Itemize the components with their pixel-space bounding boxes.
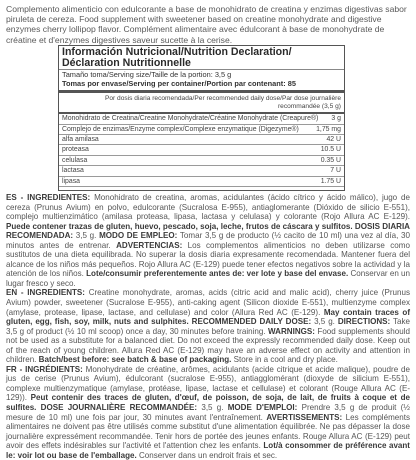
text: Creatine monohydrate, aromas, acids (citric acid and malic acid), cherry juice (Prunus Avium) powder, sweetener (Sucralose E-955), anti-caking agent (Silicon dioxide E-551), multienzyme complex (amylase, protease, lipase, lactase, and cellulase) and color (Allura Red AC (E-129). (6, 288, 410, 317)
intro-fr: Complément alimentaire avec édulcorant à base de monohydrate de créatine et d'enzymes digestives saveur sucette à la cerise. (6, 24, 385, 45)
text: Store in a cool and dry place. (233, 355, 338, 365)
nutrient-row (59, 166, 344, 176)
servings-per-container: Tomas por envase/Serving per container/Portion par contenant: 85 (62, 78, 296, 88)
nutrient-row (59, 135, 344, 145)
text: Tomar 3,5 g de producto (½ cacito de 10 ml) una vez al día, 30 minutos antes de entrenar. (6, 231, 410, 250)
label-heading: WARNINGS: (268, 326, 315, 336)
nutrient-value: 0.35 U (320, 156, 341, 164)
text: Conservar en un lugar fresco y seco. (6, 269, 410, 288)
text: Food supplements should not be used as a substitute for a balanced diet. Do not exceed the expressly recommended daily dose. Keep out of the reach of young children. Allura Red AC (E-129) may have an adverse effect on activity and attention in children. (6, 326, 410, 365)
panel-title-line-2: Déclaration Nutritionnelle (62, 57, 191, 70)
nutrient-label: alfa amilasa (62, 136, 99, 144)
nutrient-value: 1,75 mg (316, 125, 341, 133)
label-body-text (6, 193, 410, 460)
nutrient-label: lactasa (62, 167, 84, 175)
label-heading: DOSE JOURNALIÈRE RECOMMANDÉE: (40, 403, 198, 413)
intro-text (6, 4, 410, 45)
nutrient-row (59, 177, 344, 187)
text: 3,5 g. (201, 403, 224, 413)
allergen-notice: Puede contener trazas de gluten, huevo, pescado, soja, leche, frutos de cáscara y sulfitos. (6, 221, 353, 231)
panel-title (59, 46, 344, 69)
allergen-notice: May contain traces of gluten, egg, fish, soy, milk, nuts and sulphites. RECOMMENDED DAILY DOSE: (6, 307, 410, 327)
nutrient-row (59, 156, 344, 166)
nutrient-label: lipasa (62, 177, 81, 185)
intro-es: Complemento alimenticio con edulcorante a base de monohidrato de creatina y enzimas digestivas sabor piruleta de cereza. (6, 4, 407, 25)
nutrient-value: 7 U (330, 167, 341, 175)
panel-title-line-1: Información Nutricional/Nutrition Declaration/ (62, 46, 292, 58)
divider (59, 90, 344, 93)
nutrient-label: Complejo de enzimas/Enzyme complex/Complexe enzymatique (Digezyme®) (62, 125, 299, 133)
allergen-notice: Peut contenir des traces de gluten, d'œuf, de poisson, de soja, de lait, de fruits à coque et de sulfites. (6, 393, 410, 413)
nutrient-value: 1.75 U (320, 177, 341, 185)
text: 3,5 g. (314, 317, 335, 327)
text: Monohidrato de creatina, aromas, acidulantes (ácido cítrico y ácido málico), jugo de cereza (Prunus Avium) en polvo, edulcorante (Sucralosa E-955), antiaglomerante (Dióxido de silicio E-551), complejo multienzimático (amilasa proteasa, lipasa, lactasa y celulasa) y colorante (Rojo Allura AC E-129). (6, 193, 410, 222)
intro-en: Food supplement with sweetener based on creatine monohydrate and digestive enzymes cherry lollipop flavor. (6, 14, 382, 35)
label-heading: DOSIS DIARIA RECOMENDADA: (6, 221, 410, 241)
paragraph-en (6, 288, 410, 364)
label-heading: MODE D'EMPLOI: (227, 403, 298, 413)
batch-notice: Batch/best before: see batch & base of packaging. (38, 355, 232, 365)
text: Los complementos alimenticios no deben utilizarse como sustitutos de una dieta equilibrada. No superar la dosis diaria expresamente recomendada. Mantener fuera del alcance de los niños más pequeños. Rojo Allura AC (E-129) puede tener efectos negativos sobre la actividad y la atención de los niños. (6, 240, 410, 279)
nutrient-label: celulasa (62, 156, 88, 164)
nutrient-value: 3 g (331, 115, 341, 123)
per-dose-header: Por dosis diaria recomendada/Per recommended daily dose/Par dose journalière recommandée (3,5 g) (104, 95, 341, 111)
paragraph-es (6, 193, 410, 288)
nutrition-panel (58, 45, 345, 191)
nutrient-row (59, 125, 344, 135)
heading-es: ES - INGREDIENTES: (6, 193, 91, 202)
nutrient-row (59, 145, 344, 155)
text: 3,5 g. (75, 231, 97, 241)
text: Les compléments alimentaires ne doivent pas être utilisés comme substitut d'une alimentation équilibrée. Ne pas dépasser la dose journalière expressément recommandée. Tenir hors de portée des jeunes enfants. Rouge Allura AC (E-129) peut avoir des effets indésirables sur l'activité et l'attention chez les enfants. (6, 412, 410, 451)
batch-notice: Lote/consumir preferentemente antes de: ver lote y base del envase. (86, 269, 349, 279)
text: Monohydrate de créatine, arômes, acidulants (acide citrique et acide malique), poudre de jus de cerise (Prunus Avium), édulcorant (sucralose E-955), antiagglomérant (dioxyde de silicium E-551), complexe multienzymatique (amylase, protéase, lipase, lactase et cellulase) et colorant (Rouge Allura AC (E-129)). (6, 364, 410, 403)
label-heading: ADVERTENCIAS: (116, 240, 183, 250)
nutrient-value: 10.5 U (320, 146, 341, 154)
nutrient-label: proteasa (62, 146, 89, 154)
nutrient-rows (59, 114, 344, 187)
heading-fr: FR - INGRÉDIENTS: (6, 364, 83, 374)
label-heading: MODO DE EMPLEO: (99, 231, 178, 241)
serving-info (59, 70, 344, 88)
text: Take 3,5 g of product (½ 10 ml scoop) once a day, 30 minutes before training. (6, 317, 410, 336)
nutrient-label: Monohidrato de Creatina/Creatine Monohydrate/Créatine Monohydrate (Creapure®) (62, 115, 319, 123)
nutrient-value: 42 U (326, 136, 341, 144)
serving-size: Tamaño toma/Serving size/Taille de la portion: 3,5 g (62, 70, 232, 80)
text: Prendre 3,5 g de produit (½ mesure de 10 ml) une fois par jour, 30 minutes avant l'entraînement. (6, 403, 410, 422)
label-heading: AVERTISSEMENTS: (266, 412, 343, 422)
text: Conserver dans un endroit frais et sec. (138, 450, 278, 460)
batch-notice: Lot/à consommer de préférence avant le: voir lot ou base de l'emballage. (6, 441, 410, 460)
heading-en: EN - INGREDIENTS: (6, 288, 85, 298)
nutrient-row (59, 114, 344, 124)
paragraph-fr (6, 365, 410, 460)
label-heading: DIRECTIONS: (337, 317, 391, 327)
